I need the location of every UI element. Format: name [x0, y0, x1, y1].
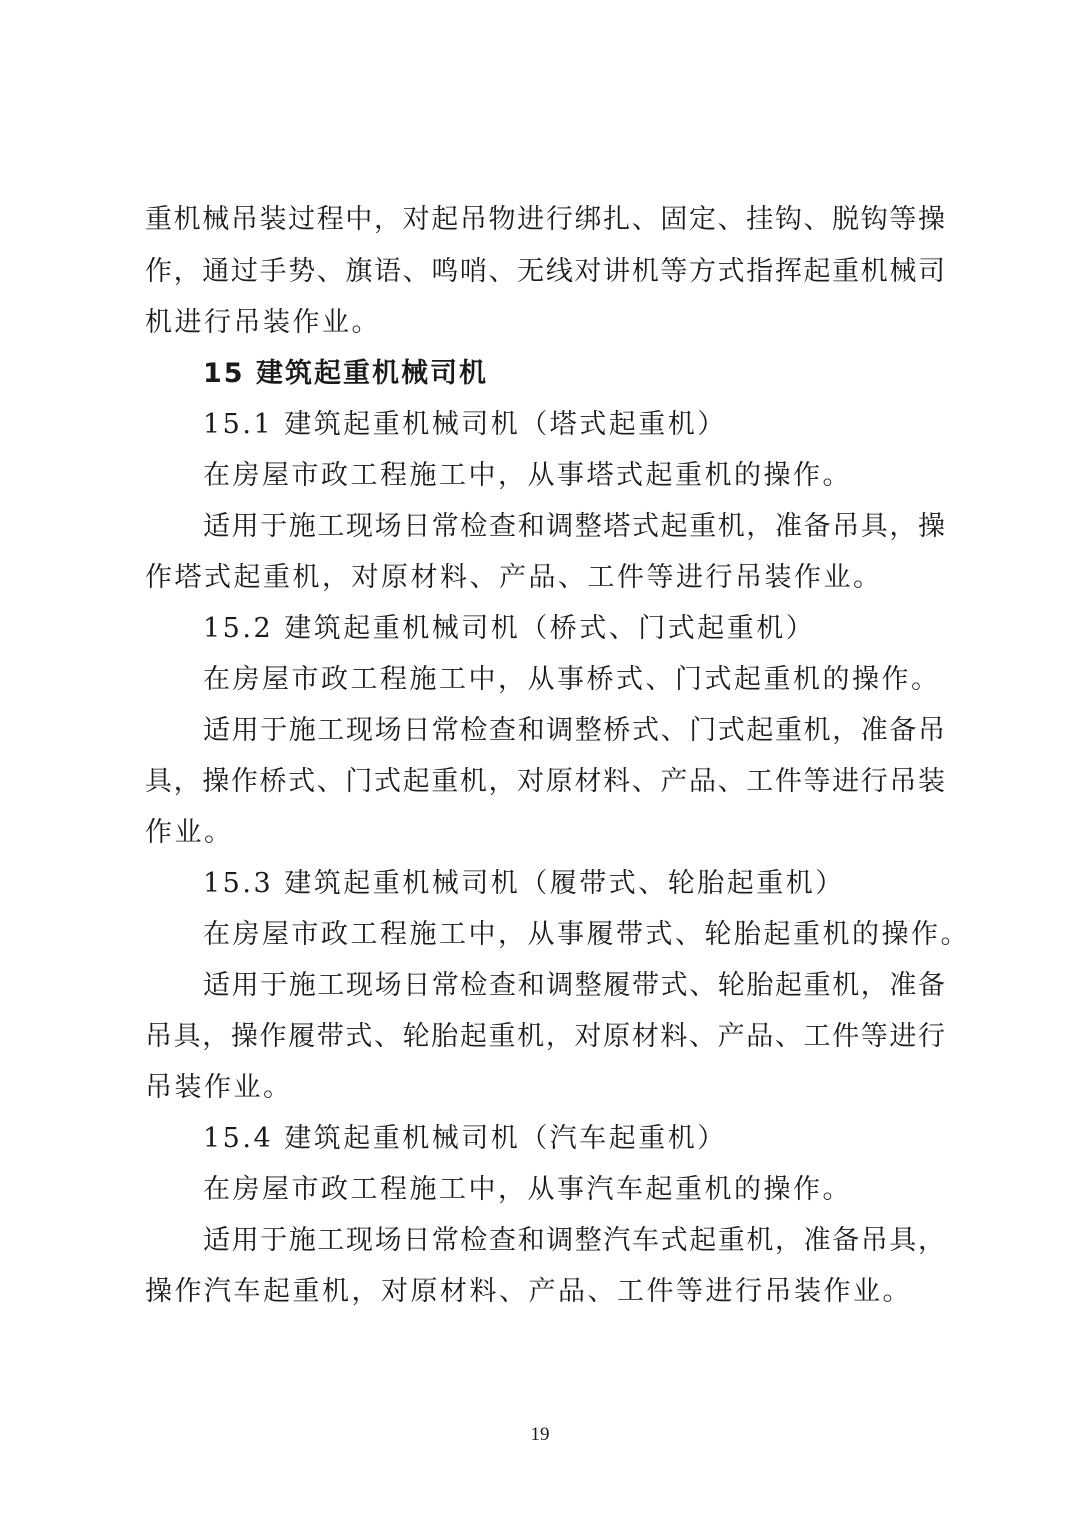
paragraph-line: 在房屋市政工程施工中，从事履带式、轮胎起重机的操作。 [203, 919, 970, 950]
paragraph-line: 重机械吊装过程中，对起吊物进行绑扎、固定、挂钩、脱钩等操 [145, 204, 945, 235]
paragraph-line: 吊装作业。 [145, 1072, 293, 1103]
paragraph-line: 适用于施工现场日常检查和调整履带式、轮胎起重机，准备 [203, 970, 945, 1001]
paragraph-line: 作，通过手势、旗语、鸣哨、无线对讲机等方式指挥起重机械司 [145, 256, 945, 287]
page-number: 19 [530, 1424, 550, 1445]
subsection-heading: 15.4 建筑起重机械司机（汽车起重机） [203, 1123, 727, 1154]
paragraph-line: 操作汽车起重机，对原材料、产品、工件等进行吊装作业。 [145, 1276, 912, 1307]
section-heading: 15 建筑起重机械司机 [203, 358, 488, 389]
subsection-heading: 15.1 建筑起重机械司机（塔式起重机） [203, 409, 727, 440]
paragraph-line: 适用于施工现场日常检查和调整汽车式起重机，准备吊具， [203, 1225, 945, 1256]
paragraph-line: 作塔式起重机，对原材料、产品、工件等进行吊装作业。 [145, 562, 883, 593]
paragraph-line: 在房屋市政工程施工中，从事汽车起重机的操作。 [203, 1174, 852, 1205]
paragraph-line: 作业。 [145, 817, 234, 848]
paragraph-line: 机进行吊装作业。 [145, 307, 381, 338]
paragraph-line: 适用于施工现场日常检查和调整桥式、门式起重机，准备吊 [203, 715, 945, 746]
paragraph-line: 在房屋市政工程施工中，从事塔式起重机的操作。 [203, 460, 852, 491]
paragraph-line: 具，操作桥式、门式起重机，对原材料、产品、工件等进行吊装 [145, 766, 945, 797]
paragraph-line: 在房屋市政工程施工中，从事桥式、门式起重机的操作。 [203, 664, 941, 695]
subsection-heading: 15.3 建筑起重机械司机（履带式、轮胎起重机） [203, 868, 845, 899]
paragraph-line: 适用于施工现场日常检查和调整塔式起重机，准备吊具，操 [203, 511, 945, 542]
subsection-heading: 15.2 建筑起重机械司机（桥式、门式起重机） [203, 613, 816, 644]
paragraph-line: 吊具，操作履带式、轮胎起重机，对原材料、产品、工件等进行 [145, 1021, 945, 1052]
